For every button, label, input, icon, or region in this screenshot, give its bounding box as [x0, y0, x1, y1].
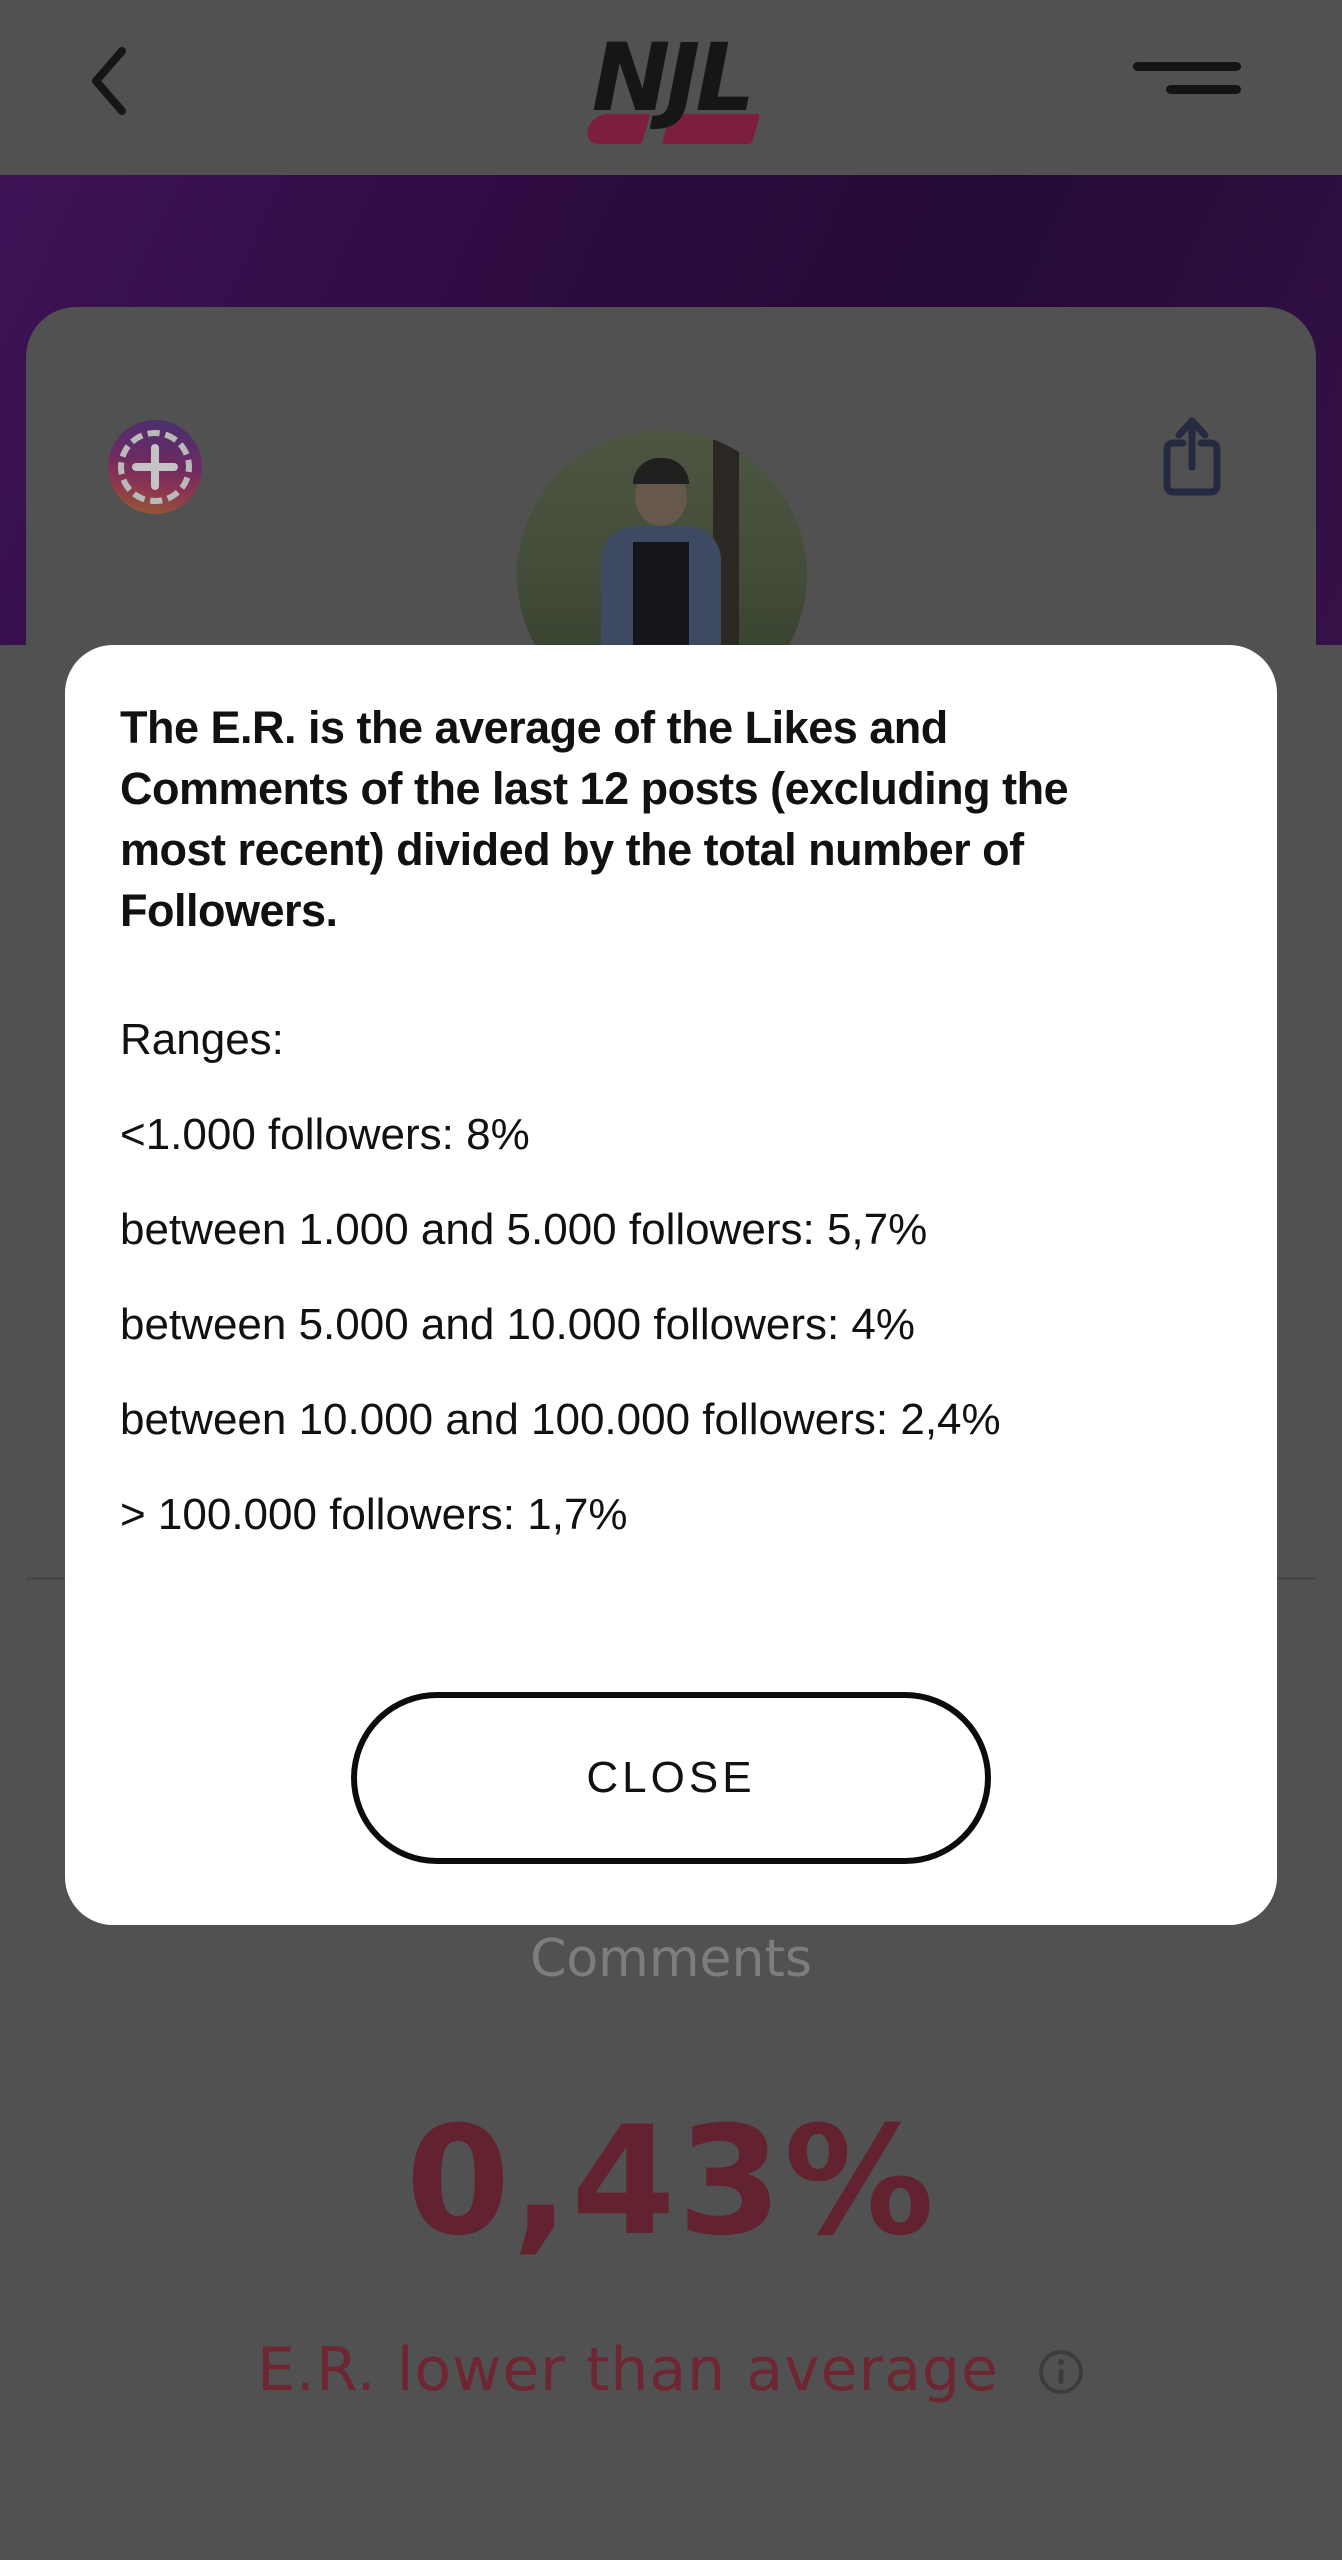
plus-icon — [132, 444, 178, 490]
range-line: between 1.000 and 5.000 followers: 5,7% — [120, 1205, 928, 1254]
modal-description: The E.R. is the average of the Likes and Comments of the last 12 posts (excluding the most recent) divided by the total number of Followers. — [120, 702, 1069, 936]
instagram-story-add-button[interactable] — [108, 420, 202, 514]
logo-text: NJL — [591, 23, 751, 133]
er-info-modal — [65, 645, 1277, 1925]
engagement-rate-value: 0,43% — [405, 2095, 937, 2269]
njl-logo — [586, 22, 756, 150]
range-line: between 5.000 and 10.000 followers: 4% — [120, 1300, 916, 1349]
hamburger-menu-button[interactable] — [1133, 58, 1243, 104]
top-navigation-bar — [0, 0, 1342, 175]
comments-label: Comments — [530, 1929, 812, 1989]
range-line: between 10.000 and 100.000 followers: 2,4% — [120, 1395, 1001, 1444]
info-circle-icon — [1037, 2384, 1085, 2399]
back-button[interactable] — [86, 45, 132, 117]
share-export-icon — [1162, 487, 1222, 502]
range-line: <1.000 followers: 8% — [120, 1110, 530, 1159]
ranges-label: Ranges: — [120, 1015, 284, 1064]
close-button[interactable]: CLOSE — [351, 1692, 991, 1864]
range-line: > 100.000 followers: 1,7% — [120, 1490, 628, 1539]
engagement-rate-status-row — [26, 2335, 1316, 2405]
info-button[interactable] — [1037, 2348, 1085, 2396]
share-button[interactable] — [1162, 415, 1222, 499]
chevron-left-icon — [86, 105, 132, 120]
engagement-rate-status: E.R. lower than average — [257, 2335, 999, 2405]
